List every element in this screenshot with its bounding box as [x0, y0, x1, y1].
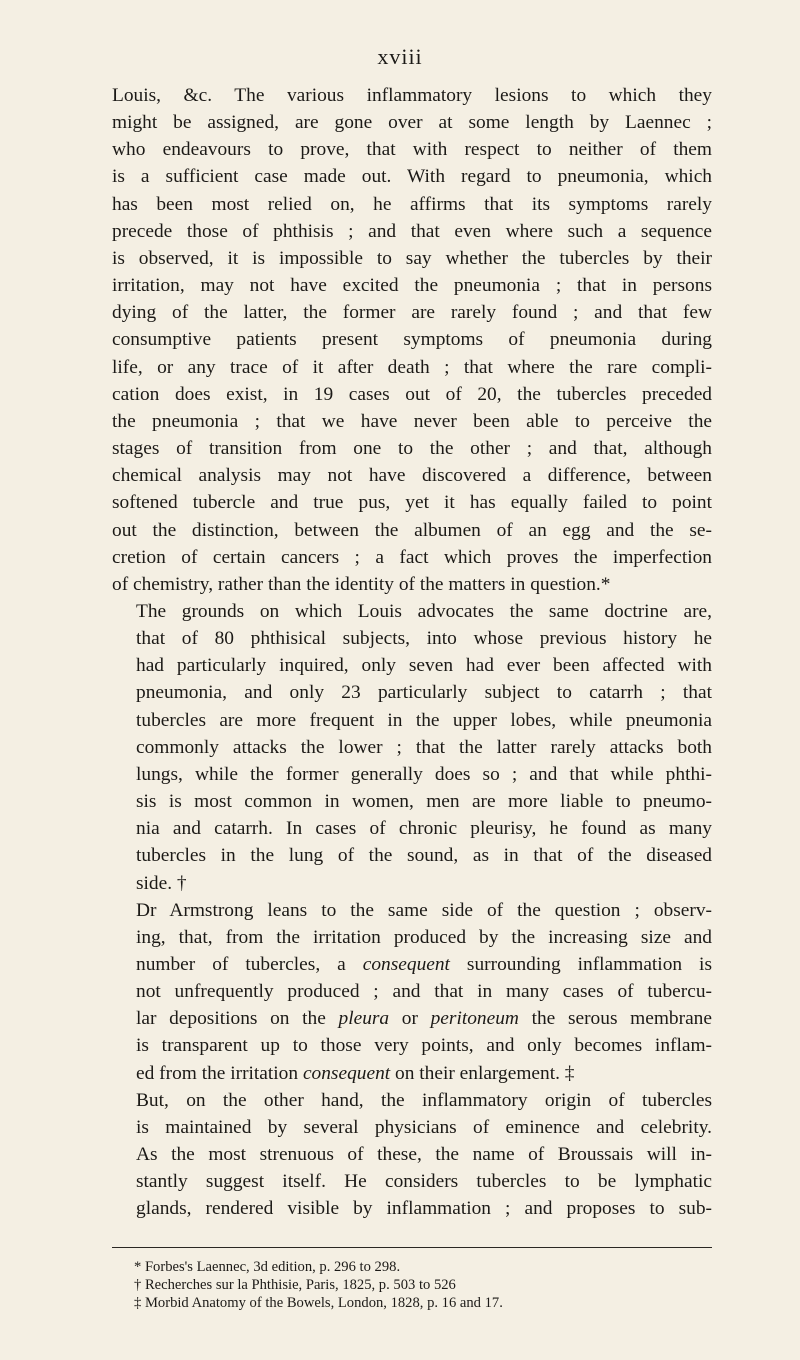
text-line: Dr Armstrong leans to the same side of the question ; observ- [136, 899, 712, 921]
paragraph-3 [112, 897, 712, 1087]
text-line: who endeavours to prove, that with respect to neither of them [112, 139, 712, 161]
text-line: of chemistry, rather than the identity of the matters in question.* [112, 573, 611, 595]
page-number: xviii [377, 44, 423, 69]
paragraph-1 [112, 82, 712, 598]
footnote-divider [112, 1247, 712, 1248]
text-line: is transparent up to those very points, and only becomes inflam- [136, 1035, 712, 1057]
text-line: out the distinction, between the albumen of an egg and the se- [112, 519, 712, 541]
paragraph-4 [112, 1087, 712, 1223]
text-line: glands, rendered visible by inflammation ; and proposes to sub- [136, 1198, 712, 1220]
footnote-2: † Recherches sur la Phthisie, Paris, 1825, p. 503 to 526 [134, 1277, 456, 1293]
text-line: has been most relied on, he affirms that its symptoms rarely [112, 193, 712, 215]
text-line: softened tubercle and true pus, yet it has equally failed to point [112, 492, 712, 514]
text-line: The grounds on which Louis advocates the same doctrine are, [136, 600, 712, 622]
text-line: As the most strenuous of these, the name of Broussais will in- [136, 1144, 712, 1166]
text-line: consumptive patients present symptoms of pneumonia during [112, 329, 712, 351]
text-line: is observed, it is impossible to say whether the tubercles by their [112, 247, 712, 269]
text-line: tubercles in the lung of the sound, as in that of the diseased [136, 845, 712, 867]
text-line: number of tubercles, a consequent surrounding inflammation is [136, 954, 712, 975]
text-line: ing, that, from the irritation produced by the increasing size and [136, 926, 712, 948]
text-line: that of 80 phthisical subjects, into whose previous history he [136, 628, 712, 650]
text-line: ed from the irritation consequent on their enlargement. ‡ [136, 1062, 575, 1084]
text-line: cation does exist, in 19 cases out of 20, the tubercles preceded [112, 383, 712, 405]
text-line: is a sufficient case made out. With regard to pneumonia, which [112, 166, 712, 188]
text-line: chemical analysis may not have discovered a difference, between [112, 465, 712, 487]
paragraph-2 [112, 598, 712, 897]
footnotes [134, 1258, 694, 1312]
text-line: But, on the other hand, the inflammatory origin of tubercles [136, 1089, 712, 1111]
text-line: sis is most common in women, men are more liable to pneumo- [136, 791, 712, 813]
text-line: commonly attacks the lower ; that the latter rarely attacks both [136, 736, 712, 758]
text-line: irritation, may not have excited the pneumonia ; that in persons [112, 275, 712, 297]
text-line: lar depositions on the pleura or peritoneum the serous membrane [136, 1008, 712, 1030]
footnote-1: * Forbes's Laennec, 3d edition, p. 296 to 298. [134, 1259, 401, 1275]
text-line: life, or any trace of it after death ; that where the rare compli- [112, 356, 712, 378]
text-line: had particularly inquired, only seven had ever been affected with [136, 655, 712, 677]
text-line: nia and catarrh. In cases of chronic pleurisy, he found as many [136, 818, 712, 840]
text-line: tubercles are more frequent in the upper lobes, while pneumonia [136, 709, 712, 731]
text-line: cretion of certain cancers ; a fact which proves the imperfection [112, 546, 712, 568]
text-line: is maintained by several physicians of eminence and celebrity. [136, 1116, 712, 1138]
text-line: not unfrequently produced ; and that in many cases of tubercu- [136, 981, 712, 1003]
footnote-3: ‡ Morbid Anatomy of the Bowels, London, 1828, p. 16 and 17. [134, 1295, 503, 1311]
text-line: stantly suggest itself. He considers tubercles to be lymphatic [136, 1171, 712, 1193]
text-line: lungs, while the former generally does so ; and that while phthi- [136, 763, 712, 785]
text-line: dying of the latter, the former are rarely found ; and that few [112, 302, 712, 324]
text-line: precede those of phthisis ; and that even where such a sequence [112, 220, 712, 242]
text-line: the pneumonia ; that we have never been able to perceive the [112, 410, 712, 432]
text-line: side. † [136, 872, 187, 894]
text-line: stages of transition from one to the other ; and that, although [112, 438, 712, 460]
text-line: pneumonia, and only 23 particularly subject to catarrh ; that [136, 682, 712, 704]
body-text [112, 82, 712, 1223]
text-line: might be assigned, are gone over at some length by Laennec ; [112, 112, 712, 134]
text-line: Louis, &c. The various inflammatory lesions to which they [112, 85, 712, 106]
